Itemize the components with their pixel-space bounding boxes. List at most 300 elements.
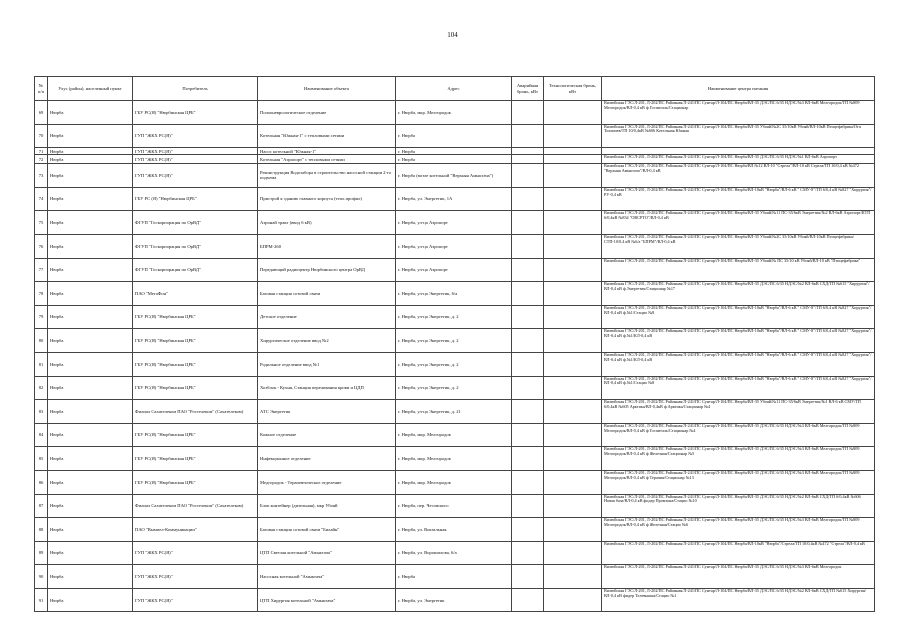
cell-district-text: Нюрба <box>50 290 64 296</box>
cell-consumer <box>133 541 258 565</box>
cell-consumer <box>133 148 258 155</box>
cell-technological-reserve <box>544 258 602 282</box>
cell-emergency-reserve <box>512 565 544 589</box>
cell-object <box>258 187 396 211</box>
cell-consumer <box>133 588 258 612</box>
table-row <box>35 148 875 155</box>
cell-power-center-text: Вилюйская ГЭС/Л-201, Л-202/ПС Районная/Л-241/ПС Сунтар/Л-104/ПС Нюрба/ВЛ-35 ДЭС/ПС 6/35 НДЭС/№2 ВЛ-6кВ СХД/ТП №615 "Хирургия"/ВЛ-0,4 кВ ф.Энергетик/Стационар №17 <box>604 282 870 291</box>
table-row <box>35 101 875 125</box>
cell-number <box>35 234 48 258</box>
cell-emergency-reserve <box>512 101 544 125</box>
cell-number <box>35 305 48 329</box>
cell-power-center-text: Вилюйская ГЭС/Л-201, Л-202/ПС Районная/Л-241/ПС Сунтар/Л-104/ПС Нюрба/ВЛ-35 ДЭС/ПС 6/35 НДЭС/№3 ВЛ-6кВ Мелгородок/ТП №809 Мелгородок/ВЛ-0,4 кВ ф Железная/Стационар №5 <box>604 447 860 457</box>
cell-address-text: г. Нюрба, ул. Энергетик <box>398 597 445 603</box>
cell-number-text: 73 <box>38 172 44 178</box>
cell-address <box>396 494 512 518</box>
cell-district-text: Нюрба <box>50 432 64 438</box>
cell-technological-reserve <box>544 148 602 155</box>
table-row <box>35 400 875 424</box>
cell-power-center <box>602 305 875 329</box>
cell-number <box>35 258 48 282</box>
header-object: Наименование объекта <box>258 77 396 101</box>
cell-district <box>48 470 133 494</box>
cell-emergency-reserve <box>512 187 544 211</box>
cell-power-center-text: Вилюйская ГЭС/Л-201, Л-202/ПС Районная/Л-241/ПС Сунтар/Л-104/ПС Нюрба/ВЛ-35 ДЭС/ПС 6/35 НДЭС/№3 ВЛ-6кВ Мелгородок/ТП №809 Мелгородок/ВЛ-0,4 кВ ф Госпиталь/Стационар <box>604 101 860 110</box>
cell-object-text: Родильное отделение ввод №1 <box>260 361 320 367</box>
cell-district <box>48 423 133 447</box>
cell-technological-reserve <box>544 211 602 235</box>
cell-number <box>35 494 48 518</box>
cell-number <box>35 282 48 306</box>
cell-emergency-reserve <box>512 155 544 164</box>
cell-consumer-text: ГБУ РС(Я) "Нюрбинская ЦРБ" <box>135 109 196 115</box>
cell-emergency-reserve <box>512 376 544 400</box>
cell-consumer <box>133 155 258 164</box>
cell-address-text: г. Нюрба, пер. Чесовского <box>398 503 449 509</box>
cell-address-text: г. Нюрба, мкр. Мелгородок <box>398 456 451 461</box>
cell-object <box>258 470 396 494</box>
cell-consumer <box>133 352 258 376</box>
cell-number-text: 82 <box>38 385 44 391</box>
cell-power-center-text: Вилюйская ГЭС/Л-201, Л-202/ПС Районная/Л-241/ПС Сунтар/Л-104/ПС Нюрба/ВЛ-35 ДЭС/ПС 6/35 НДЭС/№3 ВЛ-6кВ Мелгородок/ТП №809 Мелгородок/ВЛ-0,4 кВ ф Железная/Стацио №6 <box>604 518 860 527</box>
cell-power-center <box>602 470 875 494</box>
cell-power-center <box>602 148 875 155</box>
cell-number <box>35 565 48 589</box>
table-row <box>35 565 875 589</box>
cell-power-center-text: Вилюйская ГЭС/Л-201, Л-202/ПС Районная/Л-241/ПС Сунтар/Л-104/ПС Нюрба/ВЛ-10кВ "Нюрба"/ВЛ-6 кВ " СМУ-8"/ТП 6/0,4 кВ №827 "Хирургия"/ВЛ-0,4 кВ ф.№1/КЛ-0,4 кВ <box>604 352 872 362</box>
cell-object <box>258 518 396 542</box>
table-row <box>35 352 875 376</box>
cell-technological-reserve <box>544 234 602 258</box>
cell-emergency-reserve <box>512 518 544 542</box>
cell-consumer-text: ГУП "ЖКХ РС(Я)" <box>135 597 173 603</box>
table-row <box>35 164 875 188</box>
cell-address <box>396 148 512 155</box>
cell-object-text: ЦТП Светлая котельной "Амыктача" <box>260 550 332 556</box>
cell-number <box>35 211 48 235</box>
cell-district <box>48 155 133 164</box>
cell-address-text: г. Нюрба, мкр. Мелгородок <box>398 479 451 485</box>
cell-object-text: Реконструкция Водозабора в строительство насосной станции 2-го подъема <box>260 170 392 181</box>
cell-number-text: 76 <box>38 243 44 249</box>
cell-address <box>396 124 512 148</box>
cell-consumer <box>133 329 258 353</box>
table-row <box>35 305 875 329</box>
table-body <box>35 101 875 612</box>
cell-district <box>48 494 133 518</box>
cell-object <box>258 101 396 125</box>
cell-power-center <box>602 494 875 518</box>
cell-consumer-text: Филиал Сахателеком ПАО "Ростелеком" (Сахателеком) <box>135 503 244 509</box>
cell-object <box>258 494 396 518</box>
cell-emergency-reserve <box>512 447 544 471</box>
cell-power-center-text: Вилюйская ГЭС/Л-201, Л-202/ПС Районная/Л-241/ПС Сунтар/Л-104/ПС Нюрба/ВЛ-35 ДЭС/ПС 6/35 НДЭС/№2 ВЛ-6кВ СХД/ТП №615 Хирургия/ВЛ-0,4 кВ фидер Телевышка/Стацио №1 <box>604 588 866 598</box>
cell-technological-reserve <box>544 329 602 353</box>
cell-number <box>35 352 48 376</box>
reservation-table <box>34 76 875 612</box>
cell-object <box>258 211 396 235</box>
cell-object-text: Котельная "Южная-1" с тепловыми сетями <box>260 133 345 139</box>
cell-district-text: Нюрба <box>50 196 64 202</box>
cell-number-text: 74 <box>38 196 44 202</box>
cell-consumer-text: ГБУ РС(Я) "Нюрбинская ЦРБ" <box>135 432 196 438</box>
cell-number-text: 85 <box>38 456 44 461</box>
cell-consumer-text: ФГУП "Госкорпорация по ОрВД" <box>135 243 201 249</box>
cell-number-text: 87 <box>38 503 44 509</box>
cell-emergency-reserve <box>512 305 544 329</box>
cell-power-center <box>602 155 875 164</box>
cell-object-text: ЦТП Хирургия котельной "Амыктача" <box>260 597 336 603</box>
cell-address-text: г. Нюрба, ул. Ворошилова, 6/а <box>398 550 457 556</box>
cell-address <box>396 588 512 612</box>
cell-address-text: г. Нюрба, ул-ца Энергетик, д. 2 <box>398 314 459 320</box>
cell-consumer <box>133 187 258 211</box>
cell-power-center <box>602 211 875 235</box>
cell-object <box>258 565 396 589</box>
table-header-row <box>35 77 875 101</box>
cell-address <box>396 155 512 164</box>
cell-number-text: 81 <box>38 361 44 367</box>
cell-district-text: Нюрба <box>50 573 64 579</box>
header-number: № п/п <box>35 77 48 101</box>
cell-object <box>258 305 396 329</box>
cell-district <box>48 124 133 148</box>
cell-number-text: 79 <box>38 314 44 320</box>
cell-number <box>35 588 48 612</box>
header-consumer: Потребитель <box>133 77 258 101</box>
cell-object-text: Передающий радиоцентр Нюрбинского центра ОрВД <box>260 267 365 273</box>
cell-power-center <box>602 518 875 542</box>
cell-object-text: Хирургическое отделение ввод №2 <box>260 338 329 344</box>
cell-address-text: г. Нюрба <box>398 156 416 162</box>
table-row <box>35 124 875 148</box>
cell-emergency-reserve <box>512 423 544 447</box>
cell-consumer-text: ГУП "ЖКХ РС(Я)" <box>135 172 173 178</box>
cell-power-center <box>602 101 875 125</box>
cell-number-text: 78 <box>38 290 44 296</box>
cell-number <box>35 164 48 188</box>
table-row <box>35 282 875 306</box>
cell-number <box>35 329 48 353</box>
cell-power-center <box>602 124 875 148</box>
cell-district-text: Нюрба <box>50 385 64 391</box>
cell-power-center <box>602 423 875 447</box>
cell-object <box>258 352 396 376</box>
cell-number <box>35 470 48 494</box>
cell-object <box>258 423 396 447</box>
cell-consumer <box>133 400 258 424</box>
cell-consumer-text: ГУП "ЖКХ РС(Я)" <box>135 148 173 154</box>
cell-technological-reserve <box>544 400 602 424</box>
cell-district-text: Нюрба <box>50 172 64 178</box>
cell-power-center-text: Вилюйская ГЭС/Л-201, Л-202/ПС Районная/Л-241/ПС Сунтар/Л-104/ПС Нюрба/ВЛ №12 ВЛ-10 "Стрела"/ВЛ-10 кВ Стрела/ТП 10/0,4 кВ №472 "Верхняя Амыктача"/ВЛ-0,4 кВ <box>604 164 859 173</box>
cell-technological-reserve <box>544 101 602 125</box>
cell-object <box>258 234 396 258</box>
cell-technological-reserve <box>544 423 602 447</box>
table-row <box>35 258 875 282</box>
cell-object-text: Психоневрологическое отделение <box>260 109 327 115</box>
cell-number <box>35 155 48 164</box>
cell-district-text: Нюрба <box>50 109 64 115</box>
cell-district <box>48 148 133 155</box>
cell-number <box>35 148 48 155</box>
cell-object <box>258 447 396 471</box>
cell-number-text: 80 <box>38 338 44 344</box>
table-row <box>35 518 875 542</box>
cell-district-text: Нюрба <box>50 156 64 162</box>
cell-number <box>35 518 48 542</box>
cell-address <box>396 541 512 565</box>
cell-district <box>48 588 133 612</box>
cell-power-center <box>602 447 875 471</box>
cell-object <box>258 258 396 282</box>
cell-district <box>48 518 133 542</box>
cell-consumer-text: ГБУ РС(Я) "Нюрбинская ЦРБ" <box>135 314 196 320</box>
cell-emergency-reserve <box>512 164 544 188</box>
cell-district <box>48 329 133 353</box>
cell-power-center-text: Вилюйская ГЭС/Л-201, Л-202/ПС Районная/Л-241/ПС Сунтар/Л-104/ПС Нюрба/ВЛ-35 ДЭС/ПС 6/35 НДЭС/№3 ВЛ-6кВ Мелгородок/ТП №809 Мелгородок/ВЛ-0,4 кВ ф Госпиталь/Стационар №4 <box>604 423 860 433</box>
cell-address-text: г. Нюрба <box>398 148 416 154</box>
cell-address-text: г. Нюрба, ул-ца Энергетик, 6/а <box>398 290 458 296</box>
cell-power-center <box>602 400 875 424</box>
cell-address <box>396 234 512 258</box>
cell-emergency-reserve <box>512 400 544 424</box>
cell-address-text: г. Нюрба, ул. Энергетик, 1А <box>398 196 453 202</box>
cell-consumer <box>133 101 258 125</box>
cell-district <box>48 187 133 211</box>
cell-number <box>35 187 48 211</box>
cell-power-center-text: Вилюйская ГЭС/Л-201, Л-202/ПС Районная/Л-241/ПС Сунтар/Л-104/ПС Нюрба/ВЛ-35 ДЭС/ПС 6/35 НДЭС/№2 ВЛ-6кВ СХД/ТП 6/0,4кВ №606 Новая база/ВЛ-0,4 кВ фидер Промзона/Стацио №10 <box>604 494 861 504</box>
cell-district-text: Нюрба <box>50 148 64 154</box>
cell-object-text: Детское отделение <box>260 314 297 320</box>
cell-address <box>396 187 512 211</box>
cell-object-text: Насосная котельной "Амыктача" <box>260 573 325 579</box>
table-row <box>35 187 875 211</box>
cell-address-text: г. Нюрба <box>398 133 416 139</box>
cell-address <box>396 329 512 353</box>
cell-district <box>48 541 133 565</box>
cell-district-text: Нюрба <box>50 526 64 532</box>
header-district: Улус (район), населенный пункт <box>48 77 133 101</box>
cell-consumer <box>133 211 258 235</box>
cell-address-text: г. Нюрба, ул-ца Энергетик, д. 2 <box>398 338 459 344</box>
table-row <box>35 541 875 565</box>
cell-number <box>35 400 48 424</box>
cell-object <box>258 282 396 306</box>
cell-consumer-text: ПАО "МегаФон" <box>135 290 168 296</box>
cell-consumer <box>133 124 258 148</box>
cell-consumer <box>133 565 258 589</box>
cell-object-text: АТС Энергетик <box>260 408 291 414</box>
cell-district <box>48 305 133 329</box>
cell-number-text: 70 <box>38 133 44 139</box>
cell-district <box>48 211 133 235</box>
cell-emergency-reserve <box>512 124 544 148</box>
cell-technological-reserve <box>544 124 602 148</box>
cell-address-text: г. Нюрба, ул. Вокзальная <box>398 526 447 532</box>
cell-consumer-text: ГБУ РС(Я) "Нюрбинская ЦРБ" <box>135 385 196 391</box>
table-row <box>35 447 875 471</box>
cell-object-text: Медгородок - Терапевтическое отделение <box>260 479 342 485</box>
cell-district-text: Нюрба <box>50 243 64 249</box>
cell-emergency-reserve <box>512 494 544 518</box>
cell-number-text: 89 <box>38 550 44 556</box>
table-row <box>35 470 875 494</box>
cell-technological-reserve <box>544 518 602 542</box>
cell-address-text: г. Нюрба, ул-ца Энергетик, д. 2 <box>398 385 459 391</box>
cell-number <box>35 541 48 565</box>
cell-address <box>396 470 512 494</box>
cell-district <box>48 164 133 188</box>
cell-power-center-text: Вилюйская ГЭС/Л-201, Л-202/ПС Районная/Л-241/ПС Сунтар/Л-104/ПС Нюрба/ВЛ-10кВ "Нюрба"/ВЛ-6 кВ " СМУ-8"/ТП 6/0,4 кВ №827 "Хирургия"/ВЛ-0,4 кВ ф.№1/КЛ-0,4 кВ <box>604 329 872 339</box>
cell-power-center <box>602 258 875 282</box>
cell-number-text: 83 <box>38 408 44 414</box>
cell-emergency-reserve <box>512 282 544 306</box>
cell-address <box>396 565 512 589</box>
cell-object-text: БПРМ-260 <box>260 243 282 249</box>
table-row <box>35 376 875 400</box>
cell-object-text: Базовая станция сотовой связи "Билайн" <box>260 526 340 532</box>
cell-consumer <box>133 494 258 518</box>
cell-district-text: Нюрба <box>50 597 64 603</box>
table-row <box>35 423 875 447</box>
header-power-center: Наименование центра питания <box>602 77 875 101</box>
cell-number-text: 75 <box>38 220 44 226</box>
cell-address <box>396 423 512 447</box>
cell-emergency-reserve <box>512 541 544 565</box>
cell-power-center-text: Вилюйская ГЭС/Л-201, Л-202/ПС Районная/Л-241/ПС Сунтар/Л-104/ПС Нюрба/ВЛ-35 Убояй/№ ПС 35/10 кВ Убояй/ВЛ-10 кВ "Птицефабрика" <box>604 258 861 263</box>
cell-consumer <box>133 423 258 447</box>
cell-address-text: г. Нюрба <box>398 573 416 579</box>
cell-power-center <box>602 187 875 211</box>
page-number: 104 <box>447 31 458 39</box>
cell-technological-reserve <box>544 305 602 329</box>
cell-power-center-text: Вилюйская ГЭС/Л-201, Л-202/ПС Районная/Л-241/ПС Сунтар/Л-104/ПС Нюрба/ВЛ-35 Убояй/№11 ПС-35/6кВ Энергетик/№2 ВЛ-6кВ Аэропорт/КТП 6/0,4кВ №834 "ОВСРТО"/ВЛ-0,4 кВ <box>604 211 871 221</box>
cell-power-center-text: Вилюйская ГЭС/Л-201, Л-202/ПС Районная/Л-241/ПС Сунтар/Л-104/ПС Нюрба/ВЛ-35 ДЭС/ПС 6/35 НДЭС/№3 ВЛ-6кВ Мелгородок/ТП №809 Мелгородок/ВЛ-0,4 кВ ф Терапия/Стационар №13 <box>604 470 860 480</box>
cell-address-text: г. Нюрба, мкр. Мелгородок <box>398 109 451 115</box>
cell-consumer <box>133 518 258 542</box>
cell-district-text: Нюрба <box>50 220 64 226</box>
cell-object-text: Аэронай тракт (ввод 6 кВ) <box>260 220 312 226</box>
cell-power-center <box>602 164 875 188</box>
cell-power-center <box>602 588 875 612</box>
header-technological-reserve: Технологическая бронь, кВт <box>544 77 602 101</box>
cell-district <box>48 565 133 589</box>
cell-address <box>396 447 512 471</box>
cell-object-text: Пристрой к зданию главного корпуса (тепл.профил) <box>260 196 362 202</box>
cell-consumer <box>133 305 258 329</box>
cell-address-text: г. Нюрба, ул-ца Энергетик, д. 21 <box>398 408 461 414</box>
cell-object-text: Инфекционное отделение <box>260 456 311 461</box>
cell-consumer <box>133 258 258 282</box>
cell-district-text: Нюрба <box>50 338 64 344</box>
cell-number-text: 72 <box>38 156 44 162</box>
cell-object <box>258 164 396 188</box>
cell-address <box>396 352 512 376</box>
cell-object <box>258 329 396 353</box>
cell-district <box>48 400 133 424</box>
cell-technological-reserve <box>544 588 602 612</box>
cell-consumer-text: ФГУП "Госкорпорация по ОрВД" <box>135 267 201 273</box>
cell-consumer-text: ГБУ РС(Я) "Нюрбинская ЦРБ" <box>135 456 196 461</box>
cell-consumer <box>133 470 258 494</box>
cell-consumer-text: Филиал Сахателеком ПАО "Ростелеком" (Сахателеком) <box>135 408 244 414</box>
cell-address <box>396 211 512 235</box>
header-address: Адрес <box>396 77 512 101</box>
cell-emergency-reserve <box>512 588 544 612</box>
table-row <box>35 211 875 235</box>
cell-emergency-reserve <box>512 470 544 494</box>
cell-object <box>258 400 396 424</box>
cell-district-text: Нюрба <box>50 267 64 273</box>
cell-number-text: 77 <box>38 267 44 273</box>
cell-power-center <box>602 282 875 306</box>
cell-number <box>35 447 48 471</box>
cell-number-text: 69 <box>38 109 44 115</box>
cell-power-center <box>602 352 875 376</box>
cell-consumer-text: ГБУ РС(Я) "Нюрбинская ЦРБ" <box>135 361 196 367</box>
table-row <box>35 234 875 258</box>
cell-emergency-reserve <box>512 352 544 376</box>
cell-power-center <box>602 329 875 353</box>
cell-power-center-text: Вилюйская ГЭС/Л-201, Л-202/ПС Районная/Л-241/ПС Сунтар/Л-104/ПС Нюрба/ВЛ-10кВ "Нюрба"/Стрела/ТП 10/0,4кВ №472 "Стрела"/ВЛ-0,4 кВ <box>604 541 865 546</box>
cell-object <box>258 588 396 612</box>
cell-district-text: Нюрба <box>50 133 64 139</box>
cell-technological-reserve <box>544 447 602 471</box>
cell-power-center-text: Вилюйская ГЭС/Л-201, Л-202/ПС Районная/Л-241/ПС Сунтар/Л-104/ПС Нюрба/ВЛ-10кВ "Нюрба"/ВЛ-6 кВ " СМУ-8"/ТП 6/0,4 кВ №827 "Хирургия"/РУ-0,4 кВ <box>604 187 872 197</box>
cell-object <box>258 376 396 400</box>
cell-number-text: 88 <box>38 526 44 532</box>
cell-power-center <box>602 234 875 258</box>
cell-number-text: 90 <box>38 573 44 579</box>
cell-object <box>258 155 396 164</box>
cell-number <box>35 124 48 148</box>
cell-consumer-text: ГБУ РС (Я) "Нюрбинская ЦРБ" <box>135 196 197 202</box>
cell-object-text: Насос котельной "Южная-1" <box>260 148 317 154</box>
cell-number <box>35 101 48 125</box>
cell-number-text: 84 <box>38 432 44 438</box>
cell-district <box>48 234 133 258</box>
cell-emergency-reserve <box>512 258 544 282</box>
cell-district-text: Нюрба <box>50 479 64 485</box>
cell-address-text: г. Нюрба, ул-ца Энергетик, д. 2 <box>398 361 459 367</box>
cell-technological-reserve <box>544 282 602 306</box>
cell-district-text: Нюрба <box>50 503 64 509</box>
cell-technological-reserve <box>544 470 602 494</box>
cell-number-text: 71 <box>38 148 44 154</box>
cell-address-text: г. Нюрба, мкр. Мелгородок <box>398 432 451 438</box>
cell-address <box>396 376 512 400</box>
cell-power-center-text: Вилюйская ГЭС/Л-201, Л-202/ПС Районная/Л-241/ПС Сунтар/Л-104/ПС Нюрба/ВЛ-35 Убояй/№11 ПС-35/6кВ Энергетик/№1 ВЛ-6 кВ СМУ/ТП 6/0,4кВ №605 Арктика/ВЛ-0,4кВ ф.Арктика/Стационар №4 <box>604 400 861 409</box>
cell-power-center-text: Вилюйская ГЭС/Л-201, Л-202/ПС Районная/Л-241/ПС Сунтар/Л-104/ПС Нюрба/ВЛ-10кВ "Нюрба"/ВЛ-6 кВ " СМУ-8"/ТП 6/0,4 кВ №827 "Хирургия"/ВЛ-0,4 кВ ф.№1/Стацио №8 <box>604 305 872 315</box>
cell-district-text: Нюрба <box>50 408 64 414</box>
header-emergency-reserve: Аварийная бронь, кВт <box>512 77 544 101</box>
cell-address <box>396 282 512 306</box>
cell-number <box>35 376 48 400</box>
cell-technological-reserve <box>544 187 602 211</box>
cell-object <box>258 541 396 565</box>
cell-address <box>396 258 512 282</box>
cell-object <box>258 124 396 148</box>
cell-consumer-text: ГУП "ЖКХ РС(Я)" <box>135 156 173 162</box>
cell-address <box>396 305 512 329</box>
cell-object-text: Хозблок - Кухня, Станция переливания крови и ЦДП <box>260 385 364 391</box>
cell-object-text: Котельная "Аэропорт" с тепловыми сетями <box>260 156 345 162</box>
cell-object <box>258 148 396 155</box>
cell-number-text: 86 <box>38 479 44 485</box>
cell-district <box>48 352 133 376</box>
cell-district <box>48 447 133 471</box>
